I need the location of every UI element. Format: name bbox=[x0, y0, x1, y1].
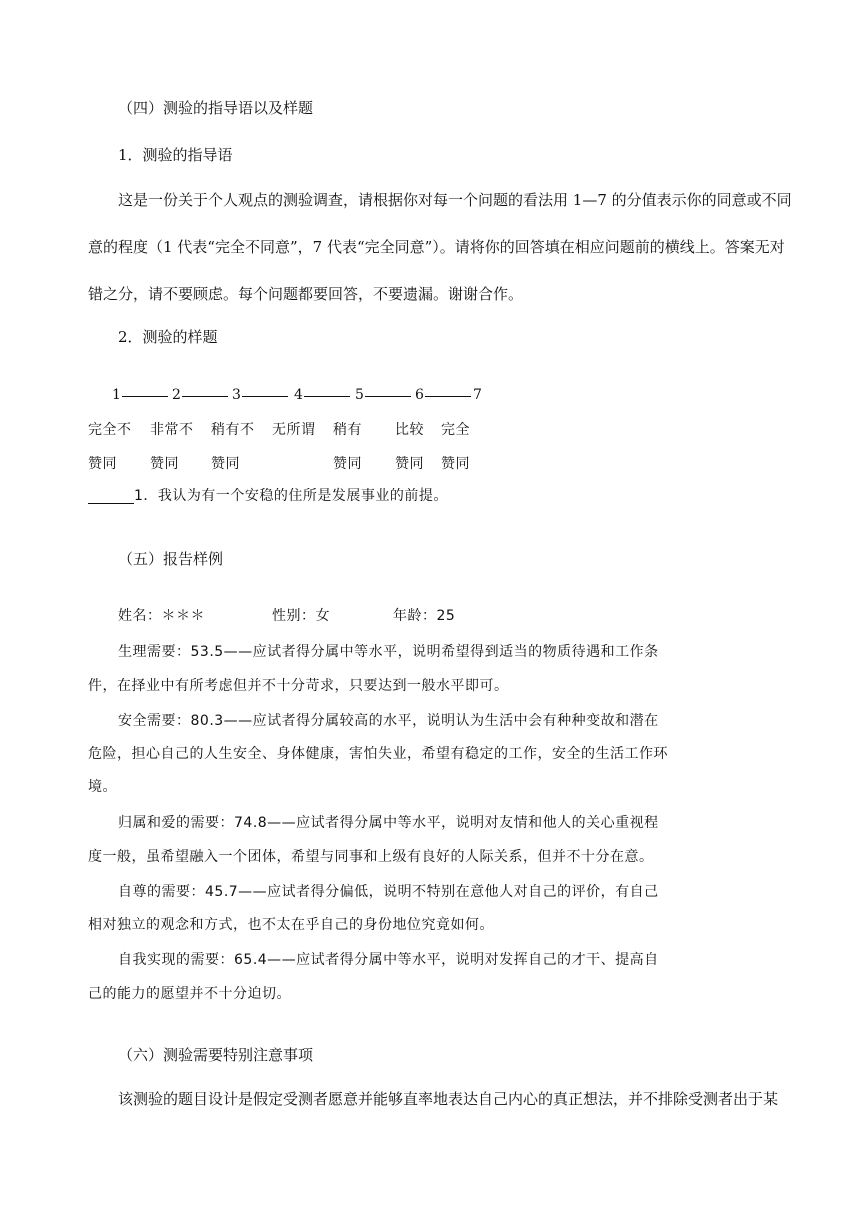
scale-label: 完全不 bbox=[88, 422, 132, 438]
scale-label: 非常不 bbox=[150, 422, 194, 438]
scale-label: 赞同 bbox=[150, 456, 179, 472]
report-age: 年龄：25 bbox=[393, 608, 456, 624]
scale-label: 比较 bbox=[395, 422, 424, 438]
report-line: 境。 bbox=[88, 779, 117, 795]
report-name: 姓名：＊＊＊ bbox=[118, 608, 205, 624]
scale-label: 完全 bbox=[441, 422, 470, 438]
scale-label: 赞同 bbox=[441, 456, 470, 472]
section4-sub2: 2．测验的样题 bbox=[118, 328, 218, 346]
report-gender: 性别：女 bbox=[272, 608, 330, 624]
scale-label: 赞同 bbox=[395, 456, 424, 472]
scale-label: 赞同 bbox=[88, 456, 117, 472]
report-line: 己的能力的愿望并不十分迫切。 bbox=[88, 986, 291, 1002]
instruction-line-3: 错之分，请不要顾虑。每个问题都要回答，不要遗漏。谢谢合作。 bbox=[88, 285, 524, 303]
instruction-line-1: 这是一份关于个人观点的测验调查，请根据你对每一个问题的看法用 1—7 的分值表示你的同意或不同 bbox=[118, 191, 792, 209]
scale-label: 无所谓 bbox=[272, 422, 316, 438]
report-line: 自我实现的需要：65.4——应试者得分属中等水平，说明对发挥自己的才干、提高自 bbox=[118, 952, 659, 968]
report-line: 相对独立的观念和方式，也不太在乎自己的身份地位究竟如何。 bbox=[88, 917, 494, 933]
report-line: 危险，担心自己的人生安全、身体健康，害怕失业，希望有稳定的工作，安全的生活工作环 bbox=[88, 746, 668, 762]
scale-segment bbox=[365, 396, 411, 397]
instruction-line-2: 意的程度（1 代表“完全不同意”，7 代表“完全同意”）。请将你的回答填在相应问题前的横线上。答案无对 bbox=[88, 238, 785, 256]
section6-heading: （六）测验需要特别注意事项 bbox=[118, 1046, 314, 1064]
scale-label: 赞同 bbox=[333, 456, 362, 472]
section4-heading: （四）测验的指导语以及样题 bbox=[118, 99, 314, 117]
report-line: 自尊的需要：45.7——应试者得分偏低，说明不特别在意他人对自己的评价，有自己 bbox=[118, 884, 659, 900]
scale-number-1: 1 bbox=[112, 387, 121, 403]
scale-segment bbox=[122, 396, 168, 397]
scale-label: 赞同 bbox=[211, 456, 240, 472]
scale-segment bbox=[242, 396, 288, 397]
report-line: 归属和爱的需要：74.8——应试者得分属中等水平，说明对友情和他人的关心重视程 bbox=[118, 815, 659, 831]
scale-number-6: 6 bbox=[415, 387, 424, 403]
scale-number-5: 5 bbox=[355, 387, 364, 403]
scale-segment bbox=[182, 396, 228, 397]
scale-number-3: 3 bbox=[232, 387, 241, 403]
scale-number-7: 7 bbox=[473, 387, 482, 403]
report-line: 度一般，虽希望融入一个团体，希望与同事和上级有良好的人际关系，但并不十分在意。 bbox=[88, 849, 654, 865]
scale-label: 稍有不 bbox=[211, 422, 255, 438]
answer-blank bbox=[88, 503, 134, 504]
scale-segment bbox=[425, 396, 471, 397]
scale-segment bbox=[304, 396, 350, 397]
sample-item: 1．我认为有一个安稳的住所是发展事业的前提。 bbox=[134, 488, 448, 504]
section6-line-1: 该测验的题目设计是假定受测者愿意并能够直率地表达自己内心的真正想法，并不排除受测者出于某 bbox=[118, 1090, 779, 1108]
report-line: 生理需要：53.5——应试者得分属中等水平，说明希望得到适当的物质待遇和工作条 bbox=[118, 644, 659, 660]
section5-heading: （五）报告样例 bbox=[118, 550, 224, 568]
scale-label: 稍有 bbox=[333, 422, 362, 438]
scale-number-4: 4 bbox=[294, 387, 303, 403]
scale-number-2: 2 bbox=[172, 387, 181, 403]
report-line: 安全需要：80.3——应试者得分属较高的水平，说明认为生活中会有种种变故和潜在 bbox=[118, 713, 659, 729]
section4-sub1: 1．测验的指导语 bbox=[118, 146, 233, 164]
report-line: 件，在择业中有所考虑但并不十分苛求，只要达到一般水平即可。 bbox=[88, 678, 509, 694]
